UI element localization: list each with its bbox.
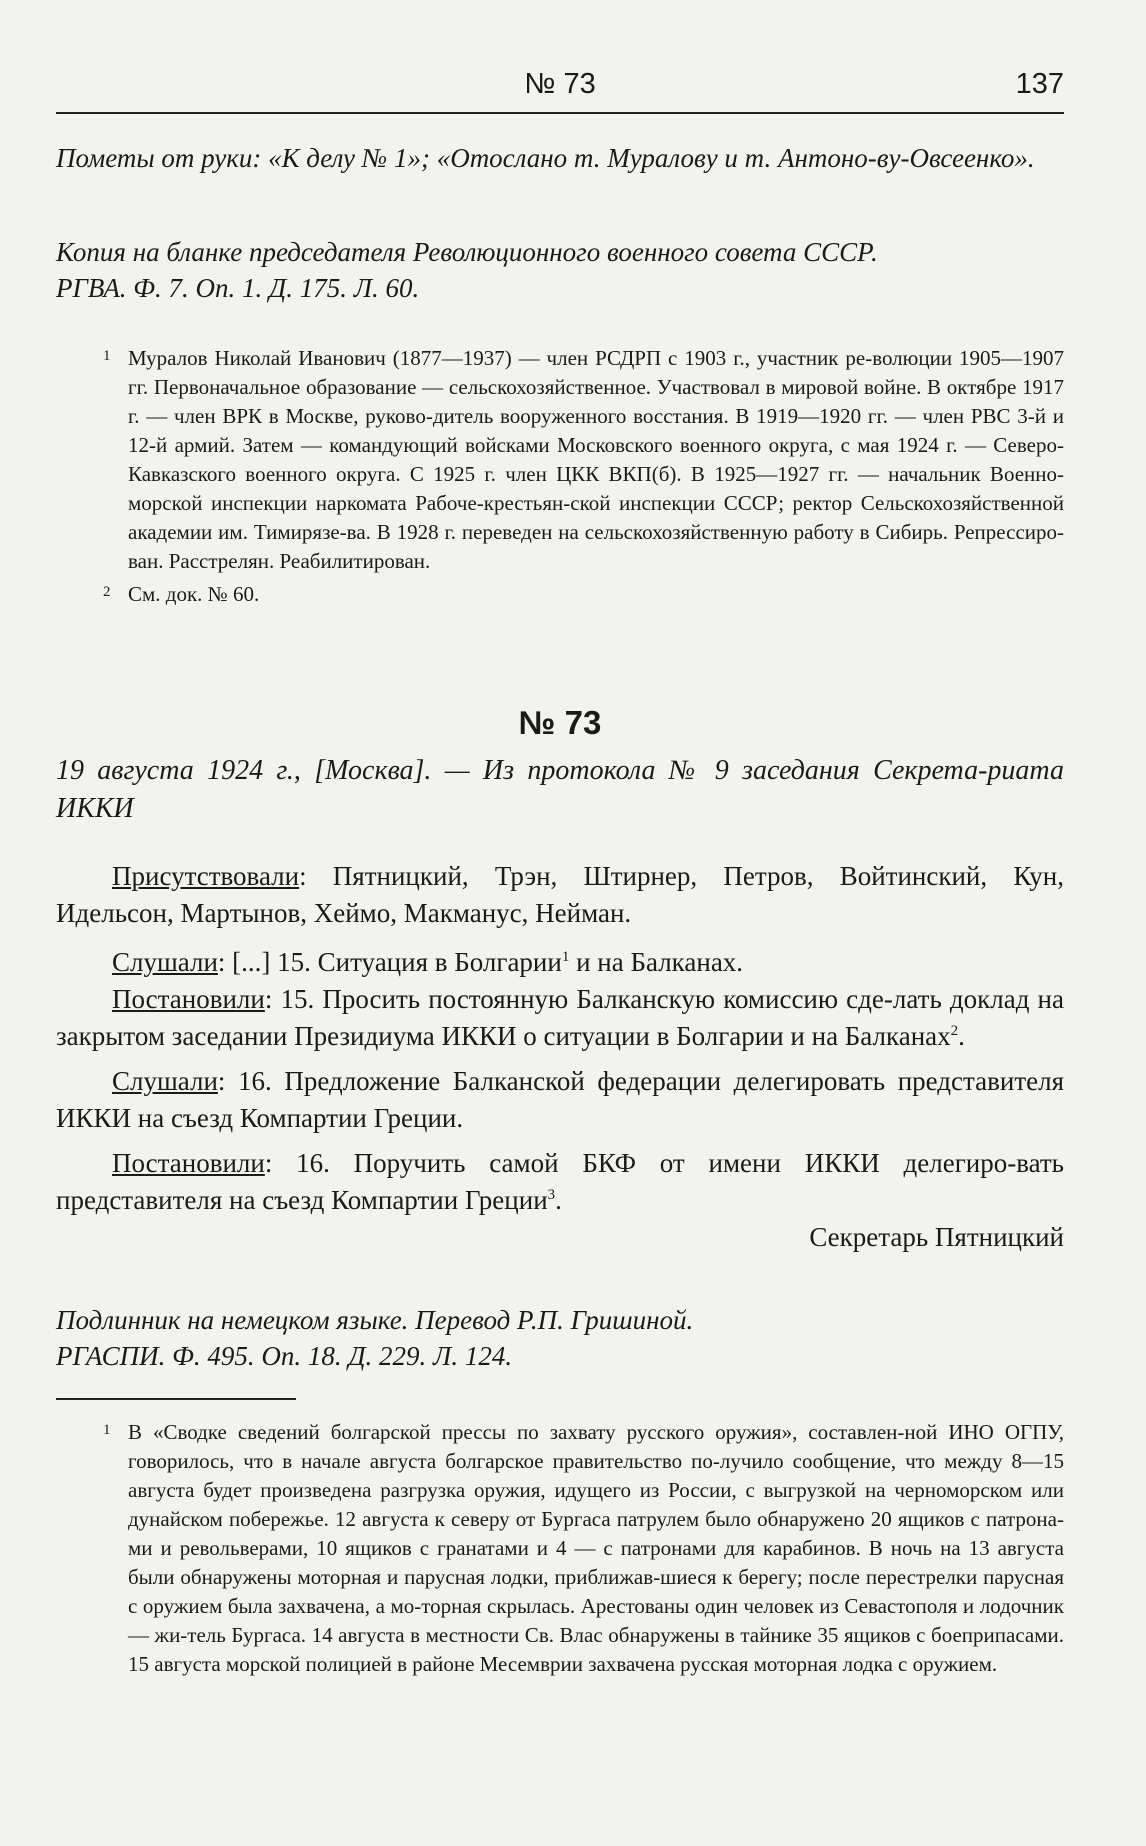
footnote-text: Муралов Николай Иванович (1877—1937) — член РСДРП с 1903 г., участник ре-волюции 1905—1907 гг. Первоначальное образование — сельскохозяйственное. Участвовал в мировой войне. В октябре 1917 г. — член ВРК в Москве, руково-дитель вооруженного восстания. В 1919—1920 гг. — член РВС 3-й и 12-й армий. Затем — командующий войсками Московского военного округа, с мая 1924 г. — Северо-Кавказского военного округа. С 1925 г. член ЦКК ВКП(б). В 1925—1927 гг. — начальник Военно-морской инспекции наркомата Рабоче-крестьян-ской инспекции СССР; ректор Сельскохозяйственной академии им. Тимирязе-ва. В 1928 г. переведен на сельскохозяйственную работу в Сибирь. Репрессиро-ван. Расстрелян. Реабилитирован. <box>128 346 1064 573</box>
handwritten-marks-note <box>56 140 1064 176</box>
resolved-tail: . <box>555 1185 562 1215</box>
document-heading: № 73 <box>518 704 602 741</box>
resolved-text: : 16. Поручить самой БКФ от имени ИККИ делегиро-вать представителя на съезд Компартии Греции <box>56 1148 1064 1215</box>
prev-footnote-1 <box>56 344 1064 576</box>
signature: Секретарь Пятницкий <box>809 1222 1064 1252</box>
source-line2: РГАСПИ. Ф. 495. Оп. 18. Д. 229. Л. 124. <box>56 1341 513 1371</box>
source-line1: Подлинник на немецком языке. Перевод Р.П. Гришиной. <box>56 1305 694 1335</box>
resolved-item-16 <box>56 1145 1064 1219</box>
prev-source-note <box>56 234 1064 306</box>
heard-label: Слушали <box>112 947 218 977</box>
heard-label: Слушали <box>112 1066 218 1096</box>
running-doc-number: № 73 <box>524 68 596 100</box>
page-header <box>56 62 1064 114</box>
heard-text: : 16. Предложение Балканской федерации делегировать представителя ИККИ на съезд Компартии Греции. <box>56 1066 1064 1133</box>
resolved-label: Постановили <box>112 984 265 1014</box>
page-number: 137 <box>1015 68 1064 100</box>
heard-text: : [...] 15. Ситуация в Болгарии <box>217 947 562 977</box>
protocol-body <box>56 858 1064 1256</box>
marks-text: Пометы от руки: «К делу № 1»; «Отослано т. Муралову и т. Антоно-ву-Овсеенко». <box>56 143 1035 173</box>
footnote-mark: 1 <box>103 1422 111 1438</box>
footnote-ref: 3 <box>547 1187 556 1203</box>
attendees-label: Присутствовали <box>112 861 300 891</box>
footnote-text: См. док. № 60. <box>128 582 260 606</box>
footnote-divider <box>56 1398 296 1400</box>
heard-tail: и на Балканах. <box>569 947 744 977</box>
footnote-ref: 2 <box>950 1023 959 1039</box>
footnote-text: В «Сводке сведений болгарской прессы по захвату русского оружия», составлен-ной ИНО ОГПУ, говорилось, что в начале августа болгарское правительство по-лучило сообщение, что между 8—15 августа будет произведена разгрузка оружия, идущего из России, с выгрузкой на черноморском или дунайском побережье. 12 августа к северу от Бургаса патрулем было обнаружено 20 ящиков с патрона-ми и револьверами, 10 ящиков с гранатами и 4 — с патронами для карабинов. В ночь на 13 августа были обнаружены моторная и парусная лодки, приближав-шиеся к берегу; после перестрелки парусная с оружием была захвачена, а мо-торная скрылась. Арестованы один человек из Севастополя и лодочник — жи-тель Бургаса. 14 августа в местности Св. Влас обнаружены в тайнике 35 ящиков с боеприпасами. 15 августа морской полицией в районе Месемврии захвачена русская моторная лодка с оружием. <box>128 1420 1064 1676</box>
document-title: 19 августа 1924 г., [Москва]. — Из протокола № 9 заседания Секрета-риата ИККИ <box>56 755 1064 824</box>
prev-source-line1: Копия на бланке председателя Революционного военного совета СССР. <box>56 237 878 267</box>
document-source-note <box>56 1302 1064 1374</box>
attendees-text: : Пятницкий, Трэн, Штирнер, Петров, Войтинский, Кун, Идельсон, Мартынов, Хеймо, Макманус, Нейман. <box>56 861 1064 928</box>
prev-footnotes <box>56 344 1064 609</box>
heard-item-16 <box>56 1063 1064 1137</box>
document-footnotes <box>56 1418 1064 1679</box>
footnote-mark: 2 <box>103 584 111 600</box>
footnote-ref: 1 <box>561 949 570 965</box>
resolved-item-15 <box>56 981 1064 1055</box>
prev-source-line2: РГВА. Ф. 7. Оп. 1. Д. 175. Л. 60. <box>56 273 420 303</box>
prev-footnote-2 <box>56 580 1064 609</box>
attendees-paragraph <box>56 858 1064 932</box>
resolved-label: Постановили <box>112 1148 265 1178</box>
heard-item-15 <box>56 944 1064 981</box>
resolved-text: : 15. Просить постоянную Балканскую комиссию сде-лать доклад на закрытом заседании Президиума ИККИ о ситуации в Болгарии и на Балканах <box>56 984 1064 1051</box>
doc-footnote-1 <box>56 1418 1064 1679</box>
footnote-mark: 1 <box>103 348 111 364</box>
resolved-tail: . <box>958 1021 965 1051</box>
